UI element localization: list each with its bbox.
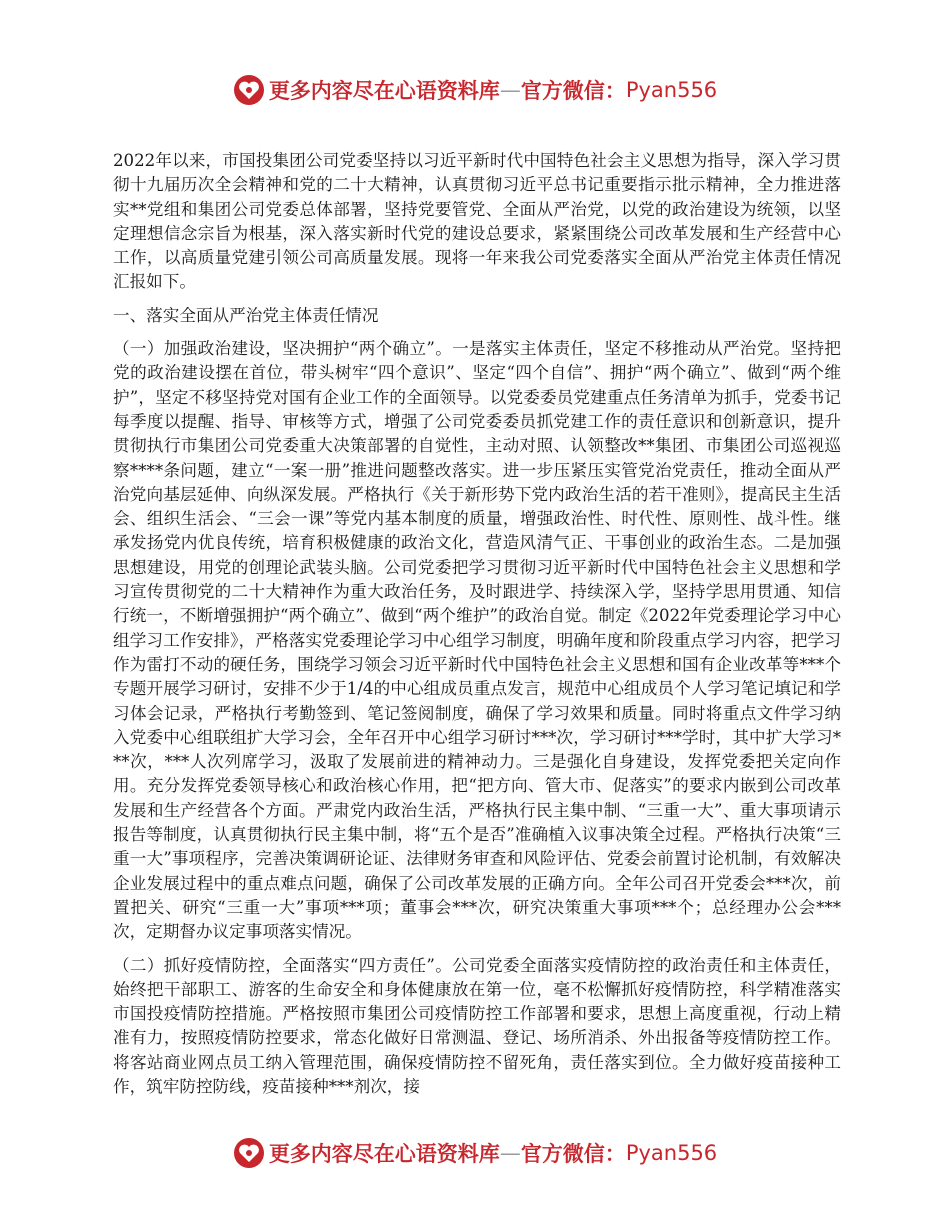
document-body: [113, 149, 841, 1099]
banner-main-text: 更多内容尽在心语资料库: [268, 1142, 500, 1166]
part-two-paragraph: （二）抓好疫情防控，全面落实“四方责任”。公司党委全面落实疫情防控的政治责任和主体责任，始终把干部职工、游客的生命安全和身体健康放在第一位，毫不松懈抓好疫情防控，科学精准落实市国投疫情防控措施。严格按照市集团公司疫情防控工作部署和要求，思想上高度重视，行动上精准有力，按照疫情防控要求，常态化做好日常测温、登记、场所消杀、外出报备等疫情防控工作。将客站商业网点员工纳入管理范围，确保疫情防控不留死角，责任落实到位。全力做好疫苗接种工作，筑牢防控防线，疫苗接种***剂次，接: [113, 955, 841, 1096]
banner-main-text: 更多内容尽在心语资料库: [268, 79, 500, 103]
section-heading: 一、落实全面从严治党主体责任情况: [113, 305, 379, 325]
banner-wechat-label: 官方微信：: [520, 1142, 626, 1166]
banner-wechat-id: Pyan556: [625, 78, 718, 102]
banner-dash: —: [499, 1141, 521, 1165]
intro-paragraph: 2022年以来，市国投集团公司党委坚持以习近平新时代中国特色社会主义思想为指导，深入学习贯彻十九届历次全会精神和党的二十大精神，认真贯彻习近平总书记重要指示批示精神，全力推进落实**党组和集团公司党委总体部署，坚持党要管党、全面从严治党，以党的政治建设为统领，以坚定理想信念宗旨为根基，深入落实新时代党的建设总要求，紧紧围绕公司改革发展和生产经营中心工作，以高质量党建引领公司高质量发展。现将一年来我公司党委落实全面从严治党主体责任情况汇报如下。: [113, 151, 841, 292]
banner-dash: —: [499, 78, 521, 102]
header-watermark-banner: [0, 70, 950, 110]
footer-watermark-banner: [0, 1133, 950, 1173]
part-one-paragraph: （一）加强政治建设，坚决拥护“两个确立”。一是落实主体责任，坚定不移推动从严治党。坚持把党的政治建设摆在首位，带头树牢“四个意识”、坚定“四个自信”、拥护“两个确立”、做到“两个维护”，坚定不移坚持党对国有企业工作的全面领导。以党委委员党建重点任务清单为抓手，党委书记每季度以提醒、指导、审核等方式，增强了公司党委委员抓党建工作的责任意识和创新意识，提升贯彻执行市集团公司党委重大决策部署的自觉性，主动对照、认领整改**集团、市集团公司巡视巡察****条问题，建立“一案一册”推进问题整改落实。进一步压紧压实管党治党责任，推动全面从严治党向基层延伸、向纵深发展。严格执行《关于新形势下党内政治生活的若干准则》，提高民主生活会、组织生活会、“三会一课”等党内基本制度的质量，增强政治性、时代性、原则性、战斗性。继承发扬党内优良传统，培育积极健康的政治文化，营造风清气正、干事创业的政治生态。二是加强思想建设，用党的创理论武装头脑。公司党委把学习贯彻习近平新时代中国特色社会主义思想和学习宣传贯彻党的二十大精神作为重大政治任务，及时跟进学、持续深入学，坚持学思用贯通、知信行统一，不断增强拥护“两个确立”、做到“两个维护”的政治自觉。制定《2022年党委理论学习中心组学习工作安排》，严格落实党委理论学习中心组学习制度，明确年度和阶段重点学习内容，把学习作为雷打不动的硬任务，围绕学习领会习近平新时代中国特色社会主义思想和国有企业改革等***个专题开展学习研讨，安排不少于1/4的中心组成员重点发言，规范中心组成员个人学习笔记填记和学习体会记录，严格执行考勤签到、笔记签阅制度，确保了学习效果和质量。同时将重点文件学习纳入党委中心组联组扩大学习会，全年召开中心组学习研讨***次，学习研讨***学时，其中扩大学习***次，***人次列席学习，汲取了发展前进的精神动力。三是强化自身建设，发挥党委把关定向作用。充分发挥党委领导核心和政治核心作用，把“把方向、管大市、促落实”的要求内嵌到公司改革发展和生产经营各个方面。严肃党内政治生活，严格执行民主集中制、“三重一大”、重大事项请示报告等制度，认真贯彻执行民主集中制，将“五个是否”准确植入议事决策全过程。严格执行决策“三重一大”事项程序，完善决策调研论证、法律财务审查和风险评估、党委会前置讨论机制，有效解决企业发展过程中的重点难点问题，确保了公司改革发展的正确方向。全年公司召开党委会***次，前置把关、研究“三重一大”事项***项；董事会***次，研究决策重大事项***个；总经理办公会***次，定期督办议定事项落实情况。: [113, 339, 841, 942]
banner-wechat-id: Pyan556: [625, 1141, 718, 1165]
logo-icon: [233, 74, 265, 106]
logo-icon: [233, 1137, 265, 1169]
banner-wechat-label: 官方微信：: [520, 79, 626, 103]
